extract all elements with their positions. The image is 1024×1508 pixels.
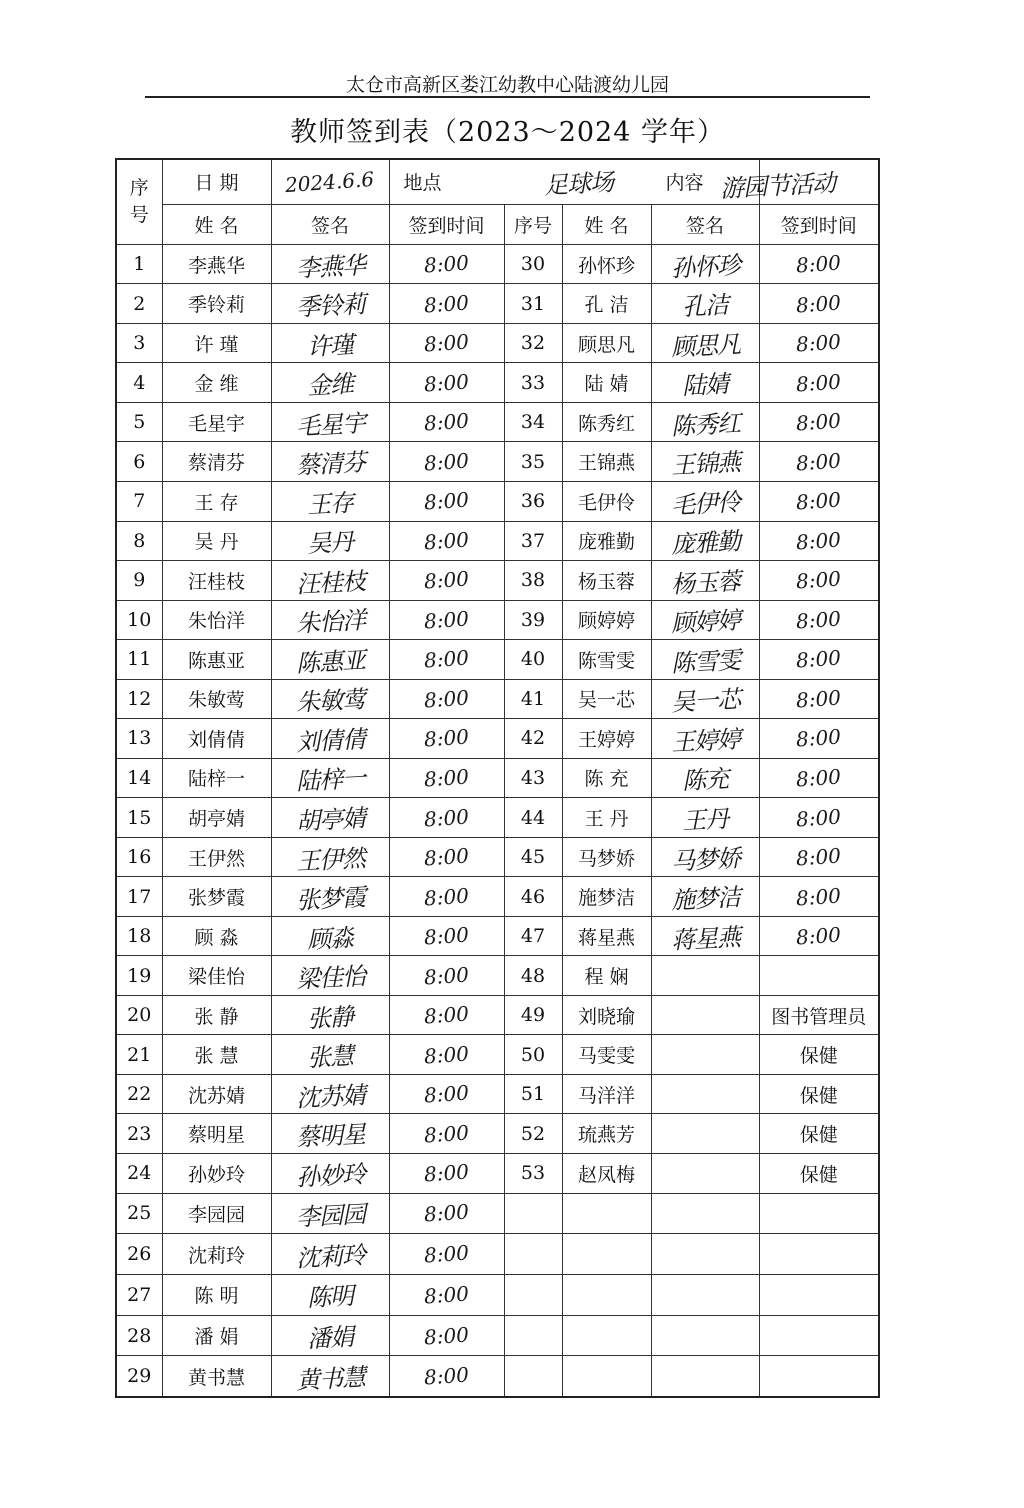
row-serial: 51	[504, 1074, 562, 1114]
table-row	[116, 877, 879, 917]
row-serial: 32	[504, 323, 562, 363]
signature: 孔洁	[651, 284, 759, 324]
col-time-right: 签到时间	[759, 204, 879, 244]
sign-in-time: 8:00	[389, 679, 504, 719]
teacher-name: 孙怀珍	[562, 244, 651, 284]
teacher-name: 金 维	[162, 363, 271, 403]
teacher-name: 庞雅勤	[562, 521, 651, 561]
teacher-name: 吴 丹	[162, 521, 271, 561]
teacher-name: 黄书慧	[162, 1356, 271, 1397]
signature: 朱怡洋	[271, 600, 389, 640]
teacher-name	[562, 1193, 651, 1234]
role-note: 保健	[759, 1035, 879, 1075]
teacher-name: 许 瑾	[162, 323, 271, 363]
signature	[651, 1193, 759, 1234]
row-serial: 29	[116, 1356, 162, 1397]
signature: 李园园	[271, 1193, 389, 1234]
row-serial	[504, 1356, 562, 1397]
row-serial: 17	[116, 877, 162, 917]
sign-in-time: 8:00	[759, 561, 879, 601]
sign-in-time: 8:00	[759, 521, 879, 561]
signature: 蒋星燕	[651, 916, 759, 956]
signature	[651, 1114, 759, 1154]
sign-in-time: 8:00	[389, 323, 504, 363]
role-note: 保健	[759, 1154, 879, 1194]
sign-in-time	[759, 1315, 879, 1356]
table-row	[116, 1234, 879, 1275]
teacher-name: 王 存	[162, 481, 271, 521]
sign-in-time: 8:00	[389, 244, 504, 284]
table-row	[116, 1275, 879, 1316]
signature	[651, 1234, 759, 1275]
signature: 蔡清芬	[271, 442, 389, 482]
row-serial: 44	[504, 798, 562, 838]
teacher-name: 马雯雯	[562, 1035, 651, 1075]
teacher-name: 马梦娇	[562, 837, 651, 877]
signature	[651, 1035, 759, 1075]
signature: 沈莉玲	[271, 1234, 389, 1275]
signature: 张静	[271, 995, 389, 1035]
teacher-name: 顾 淼	[162, 916, 271, 956]
sign-in-time: 8:00	[759, 877, 879, 917]
signature	[651, 995, 759, 1035]
sign-in-time: 8:00	[759, 363, 879, 403]
signature: 陆梓一	[271, 758, 389, 798]
sign-in-time: 8:00	[759, 916, 879, 956]
teacher-name: 王伊然	[162, 837, 271, 877]
sign-in-time: 8:00	[389, 719, 504, 759]
teacher-name: 朱敏莺	[162, 679, 271, 719]
document-title: 教师签到表（2023～2024 学年）	[289, 117, 725, 148]
teacher-name: 李园园	[162, 1193, 271, 1234]
sign-in-time: 8:00	[389, 1356, 504, 1397]
row-serial: 47	[504, 916, 562, 956]
table-row	[116, 284, 879, 324]
sign-in-time	[759, 1234, 879, 1275]
signature: 马梦娇	[651, 837, 759, 877]
row-serial	[504, 1315, 562, 1356]
sign-in-time	[759, 1356, 879, 1397]
signature: 顾淼	[271, 916, 389, 956]
location-label: 地点	[389, 159, 504, 204]
row-serial: 49	[504, 995, 562, 1035]
sign-in-time: 8:00	[389, 1275, 504, 1316]
teacher-name	[562, 1356, 651, 1397]
signature: 王婷婷	[651, 719, 759, 759]
signature: 毛星宇	[271, 402, 389, 442]
signature: 朱敏莺	[271, 679, 389, 719]
sign-in-time: 8:00	[389, 640, 504, 680]
col-time-left: 签到时间	[389, 204, 504, 244]
teacher-name: 王婷婷	[562, 719, 651, 759]
table-row	[116, 1154, 879, 1194]
signature: 庞雅勤	[651, 521, 759, 561]
table-row	[116, 1074, 879, 1114]
table-row	[116, 521, 879, 561]
table-row	[116, 1193, 879, 1234]
teacher-name: 陈 明	[162, 1275, 271, 1316]
sign-in-time	[759, 956, 879, 996]
signature: 李燕华	[271, 244, 389, 284]
row-serial: 30	[504, 244, 562, 284]
serial-header: 序号	[116, 159, 162, 244]
signature: 毛伊伶	[651, 481, 759, 521]
table-row	[116, 561, 879, 601]
teacher-name: 潘 娟	[162, 1315, 271, 1356]
table-row	[116, 1315, 879, 1356]
row-serial: 41	[504, 679, 562, 719]
teacher-name: 蔡明星	[162, 1114, 271, 1154]
teacher-name: 朱怡洋	[162, 600, 271, 640]
sign-in-time: 8:00	[389, 995, 504, 1035]
teacher-name: 陈惠亚	[162, 640, 271, 680]
signature: 陈雪雯	[651, 640, 759, 680]
sign-in-time: 8:00	[759, 758, 879, 798]
sign-in-time: 8:00	[389, 600, 504, 640]
sign-in-time: 8:00	[389, 402, 504, 442]
sign-in-time: 8:00	[759, 679, 879, 719]
row-serial: 23	[116, 1114, 162, 1154]
signature: 孙妙玲	[271, 1154, 389, 1194]
table-row	[116, 956, 879, 996]
sign-in-time: 8:00	[389, 561, 504, 601]
row-serial: 21	[116, 1035, 162, 1075]
sign-in-time: 8:00	[389, 798, 504, 838]
table-row	[116, 1114, 879, 1154]
teacher-name: 汪桂枝	[162, 561, 271, 601]
date-value: 2024.6.6	[271, 159, 389, 204]
signature: 陆婧	[651, 363, 759, 403]
sign-in-time: 8:00	[759, 481, 879, 521]
teacher-name: 孔 洁	[562, 284, 651, 324]
row-serial: 38	[504, 561, 562, 601]
table-row	[116, 363, 879, 403]
row-serial: 7	[116, 481, 162, 521]
signature	[651, 1356, 759, 1397]
teacher-name: 季铃莉	[162, 284, 271, 324]
table-row	[116, 402, 879, 442]
row-serial: 25	[116, 1193, 162, 1234]
row-serial: 12	[116, 679, 162, 719]
signature: 王伊然	[271, 837, 389, 877]
teacher-name	[562, 1315, 651, 1356]
sign-in-time: 8:00	[759, 719, 879, 759]
row-serial: 22	[116, 1074, 162, 1114]
teacher-name: 毛星宇	[162, 402, 271, 442]
sign-in-time: 8:00	[389, 363, 504, 403]
row-serial: 27	[116, 1275, 162, 1316]
teacher-name: 梁佳怡	[162, 956, 271, 996]
teacher-name: 马洋洋	[562, 1074, 651, 1114]
role-note: 图书管理员	[759, 995, 879, 1035]
row-serial: 15	[116, 798, 162, 838]
sign-in-time: 8:00	[389, 442, 504, 482]
sign-in-time: 8:00	[389, 1154, 504, 1194]
signature: 王存	[271, 481, 389, 521]
teacher-name: 陆梓一	[162, 758, 271, 798]
row-serial: 46	[504, 877, 562, 917]
row-serial: 34	[504, 402, 562, 442]
row-serial: 1	[116, 244, 162, 284]
teacher-name: 王 丹	[562, 798, 651, 838]
teacher-name: 沈苏婧	[162, 1074, 271, 1114]
sign-in-time: 8:00	[759, 284, 879, 324]
sign-in-time: 8:00	[759, 640, 879, 680]
teacher-name	[562, 1234, 651, 1275]
row-serial: 39	[504, 600, 562, 640]
signature: 孙怀珍	[651, 244, 759, 284]
signature: 王锦燕	[651, 442, 759, 482]
sign-in-time: 8:00	[759, 600, 879, 640]
table-row	[116, 758, 879, 798]
role-note: 保健	[759, 1074, 879, 1114]
sign-in-time: 8:00	[759, 323, 879, 363]
sign-in-time: 8:00	[759, 442, 879, 482]
row-serial: 24	[116, 1154, 162, 1194]
sign-in-time	[759, 1275, 879, 1316]
row-serial: 11	[116, 640, 162, 680]
role-note: 保健	[759, 1114, 879, 1154]
date-label: 日 期	[162, 159, 271, 204]
sign-in-table	[115, 158, 880, 1398]
row-serial: 16	[116, 837, 162, 877]
content-value: 游园节活动	[719, 169, 836, 203]
teacher-name: 陆 婧	[562, 363, 651, 403]
teacher-name: 王锦燕	[562, 442, 651, 482]
row-serial: 50	[504, 1035, 562, 1075]
signature: 陈惠亚	[271, 640, 389, 680]
signature: 刘倩倩	[271, 719, 389, 759]
signature: 金维	[271, 363, 389, 403]
signature: 许瑾	[271, 323, 389, 363]
signature	[651, 956, 759, 996]
teacher-name: 蒋星燕	[562, 916, 651, 956]
sign-in-time: 8:00	[389, 1035, 504, 1075]
signature: 顾婷婷	[651, 600, 759, 640]
signature: 蔡明星	[271, 1114, 389, 1154]
row-serial	[504, 1275, 562, 1316]
col-name-left: 姓 名	[162, 204, 271, 244]
teacher-name: 胡亭婧	[162, 798, 271, 838]
col-name-right: 姓 名	[562, 204, 651, 244]
row-serial: 48	[504, 956, 562, 996]
header-divider	[145, 96, 870, 98]
teacher-name: 张 慧	[162, 1035, 271, 1075]
table-row	[116, 837, 879, 877]
location-value: 足球场	[504, 159, 759, 204]
sign-in-time: 8:00	[759, 244, 879, 284]
signature: 汪桂枝	[271, 561, 389, 601]
teacher-name: 陈 充	[562, 758, 651, 798]
table-row	[116, 481, 879, 521]
row-serial: 53	[504, 1154, 562, 1194]
signature: 吴一芯	[651, 679, 759, 719]
signature: 顾思凡	[651, 323, 759, 363]
row-serial: 28	[116, 1315, 162, 1356]
sign-in-time	[759, 1193, 879, 1234]
sign-in-time: 8:00	[389, 521, 504, 561]
row-serial	[504, 1193, 562, 1234]
sign-in-time: 8:00	[389, 1193, 504, 1234]
table-row	[116, 995, 879, 1035]
sign-in-time: 8:00	[759, 798, 879, 838]
teacher-name: 吴一芯	[562, 679, 651, 719]
col-signature-right: 签名	[651, 204, 759, 244]
row-serial: 4	[116, 363, 162, 403]
signature	[651, 1315, 759, 1356]
table-row	[116, 1035, 879, 1075]
teacher-name: 顾婷婷	[562, 600, 651, 640]
signature: 季铃莉	[271, 284, 389, 324]
row-serial: 18	[116, 916, 162, 956]
signature: 黄书慧	[271, 1356, 389, 1397]
col-signature-left: 签名	[271, 204, 389, 244]
signature: 王丹	[651, 798, 759, 838]
sign-in-time: 8:00	[389, 916, 504, 956]
teacher-name: 杨玉蓉	[562, 561, 651, 601]
teacher-name: 毛伊伶	[562, 481, 651, 521]
row-serial: 10	[116, 600, 162, 640]
sign-in-time: 8:00	[389, 956, 504, 996]
sign-in-time: 8:00	[389, 758, 504, 798]
signature	[651, 1275, 759, 1316]
row-serial: 36	[504, 481, 562, 521]
teacher-name: 李燕华	[162, 244, 271, 284]
sign-in-time: 8:00	[759, 837, 879, 877]
row-serial: 31	[504, 284, 562, 324]
teacher-name: 陈雪雯	[562, 640, 651, 680]
table-row	[116, 719, 879, 759]
table-row	[116, 640, 879, 680]
teacher-name: 蔡清芬	[162, 442, 271, 482]
row-serial: 42	[504, 719, 562, 759]
row-serial: 20	[116, 995, 162, 1035]
table-row	[116, 600, 879, 640]
teacher-name: 程 娴	[562, 956, 651, 996]
teacher-name: 琉燕芳	[562, 1114, 651, 1154]
content-label: 内容	[665, 172, 704, 195]
row-serial: 33	[504, 363, 562, 403]
signature: 吴丹	[271, 521, 389, 561]
sign-in-time: 8:00	[389, 1074, 504, 1114]
row-serial: 19	[116, 956, 162, 996]
row-serial: 45	[504, 837, 562, 877]
signature: 张慧	[271, 1035, 389, 1075]
signature: 梁佳怡	[271, 956, 389, 996]
signature: 杨玉蓉	[651, 561, 759, 601]
sign-in-time: 8:00	[389, 1114, 504, 1154]
signature: 陈明	[271, 1275, 389, 1316]
row-serial: 37	[504, 521, 562, 561]
table-row	[116, 1356, 879, 1397]
teacher-name: 顾思凡	[562, 323, 651, 363]
row-serial: 8	[116, 521, 162, 561]
sign-in-time: 8:00	[389, 837, 504, 877]
table-row	[116, 916, 879, 956]
sign-in-time: 8:00	[389, 1234, 504, 1275]
col-serial-right: 序号	[504, 204, 562, 244]
sign-in-time: 8:00	[759, 402, 879, 442]
teacher-name	[562, 1275, 651, 1316]
row-serial	[504, 1234, 562, 1275]
row-serial: 6	[116, 442, 162, 482]
row-serial: 2	[116, 284, 162, 324]
teacher-name: 陈秀红	[562, 402, 651, 442]
row-serial: 52	[504, 1114, 562, 1154]
signature: 施梦洁	[651, 877, 759, 917]
table-row	[116, 679, 879, 719]
table-row	[116, 442, 879, 482]
row-serial: 14	[116, 758, 162, 798]
signature	[651, 1074, 759, 1114]
signature: 潘娟	[271, 1315, 389, 1356]
organization-name: 太仓市高新区娄江幼教中心陆渡幼儿园	[345, 74, 669, 96]
table-row	[116, 244, 879, 284]
signature: 沈苏婧	[271, 1074, 389, 1114]
sign-in-time: 8:00	[389, 481, 504, 521]
teacher-name: 张梦霞	[162, 877, 271, 917]
table-row	[116, 798, 879, 838]
row-serial: 26	[116, 1234, 162, 1275]
row-serial: 9	[116, 561, 162, 601]
teacher-name: 赵凤梅	[562, 1154, 651, 1194]
signature: 张梦霞	[271, 877, 389, 917]
table-row	[116, 323, 879, 363]
teacher-name: 孙妙玲	[162, 1154, 271, 1194]
column-header-row	[116, 204, 879, 244]
row-serial: 5	[116, 402, 162, 442]
signature: 陈充	[651, 758, 759, 798]
teacher-name: 张 静	[162, 995, 271, 1035]
sign-in-time: 8:00	[389, 284, 504, 324]
row-serial: 35	[504, 442, 562, 482]
sign-in-time: 8:00	[389, 877, 504, 917]
row-serial: 40	[504, 640, 562, 680]
signature	[651, 1154, 759, 1194]
sign-in-time: 8:00	[389, 1315, 504, 1356]
teacher-name: 刘晓瑜	[562, 995, 651, 1035]
signature: 胡亭婧	[271, 798, 389, 838]
row-serial: 13	[116, 719, 162, 759]
signature: 陈秀红	[651, 402, 759, 442]
teacher-name: 刘倩倩	[162, 719, 271, 759]
row-serial: 3	[116, 323, 162, 363]
teacher-name: 沈莉玲	[162, 1234, 271, 1275]
teacher-name: 施梦洁	[562, 877, 651, 917]
row-serial: 43	[504, 758, 562, 798]
